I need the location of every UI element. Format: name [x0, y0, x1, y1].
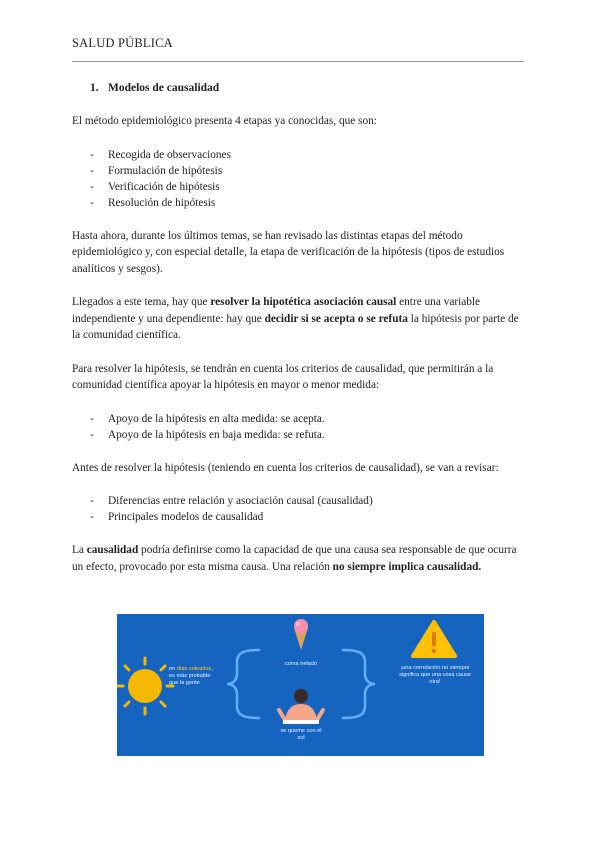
right-brace [343, 650, 375, 718]
intro-paragraph: El método epidemiológico presenta 4 etapas ya conocidas, que son: [72, 115, 377, 127]
ice-cream-icon [294, 619, 308, 650]
eats-ice-cream-text: coma helado [284, 661, 318, 667]
gets-sunburned-text: se queme con el sol [280, 728, 322, 741]
correlation-warning-text: ¡una correlación no siempre significa que una cosa cause otra! [399, 665, 471, 685]
paragraph-etapas: Hasta ahora, durante los últimos temas, se han revisado las distintas etapas del método epidemiológico y, con especial detalle, la etapa de verificación de la hipótesis (tipos de estudios analíticos y sesgos). [72, 229, 505, 275]
section-title: Modelos de causalidad [108, 82, 220, 94]
correlation-infographic [117, 614, 484, 756]
list-item: - Verificación de hipótesis [72, 179, 524, 195]
list-item: - Resolución de hipótesis [72, 195, 524, 211]
list-item: - Apoyo de la hipótesis en alta medida: se acepta. [72, 411, 524, 427]
bold-text: causalidad [86, 544, 139, 556]
support-list [72, 411, 524, 443]
stages-list [72, 147, 524, 211]
sunny-days-text: en días soleados, es más probable que la gente [169, 666, 213, 686]
left-brace [227, 650, 259, 718]
list-item: - Diferencias entre relación y asociación causal (causalidad) [72, 493, 524, 509]
bold-text: no siempre implica causalidad. [332, 560, 482, 573]
list-item: - Principales modelos de causalidad [72, 509, 524, 525]
paragraph-resolver: Llegados a este tema, hay que resolver la hipotética asociación causal entre una variable independiente y una dependiente: hay que decidir si se acepta o se refuta la hipótesis por parte de la comunidad científica. [72, 296, 519, 341]
paragraph-causalidad: La causalidad podría definirse como la capacidad de que una causa sea responsable de que ocurra un efecto, provocado por esta misma causa. Una relación no siempre implica causalidad. [72, 544, 517, 573]
bold-text: resolver la hipotética asociación causal [210, 296, 397, 308]
paragraph-criterios: Para resolver la hipótesis, se tendrán en cuenta los criterios de causalidad, que permitirán a la comunidad científica apoyar la hipótesis en mayor o menor medida: [72, 362, 494, 391]
page-header-title: SALUD PÚBLICA [72, 36, 173, 50]
section-heading [90, 80, 524, 96]
document-body [72, 80, 524, 575]
sun-icon [117, 658, 173, 714]
review-list [72, 493, 524, 525]
list-item: - Apoyo de la hipótesis en baja medida: se refuta. [72, 427, 524, 443]
list-item: - Formulación de hipótesis [72, 163, 524, 179]
paragraph-revisar: Antes de resolver la hipótesis (teniendo en cuenta los criterios de causalidad), se van a revisar: [72, 461, 499, 474]
bold-text: decidir si se acepta o se refuta [264, 312, 408, 325]
list-item: - Recogida de observaciones [72, 147, 524, 163]
section-number: 1. [90, 82, 99, 94]
highlight-text: días soleados [176, 666, 212, 672]
header-divider [72, 61, 524, 62]
warning-icon [413, 622, 455, 656]
sunburned-person-icon [279, 689, 323, 724]
